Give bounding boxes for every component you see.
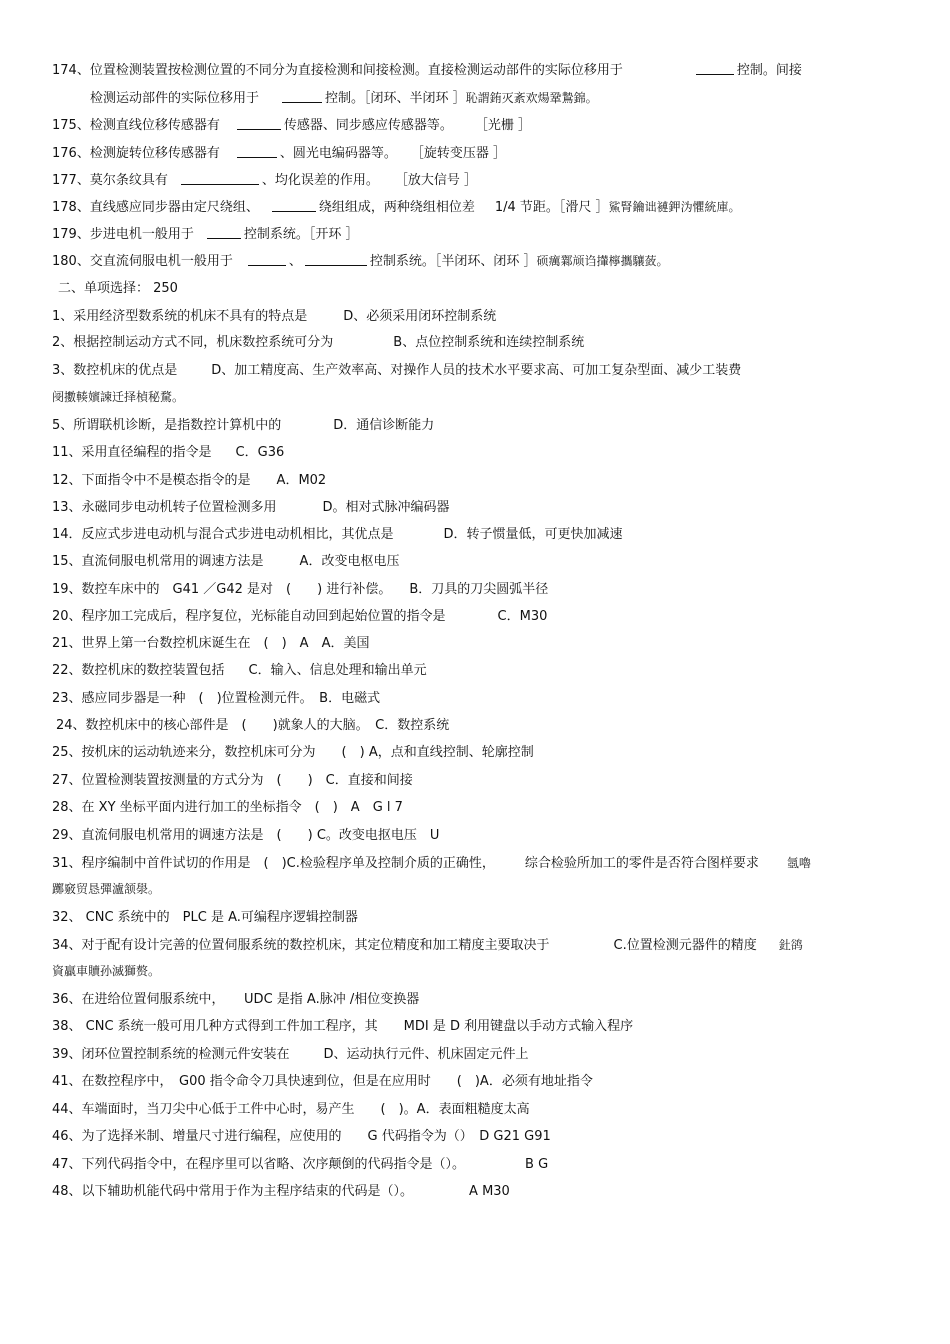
question-179-answer: 控制系统。［开环 ］ [243,227,359,242]
question-174-line1 [52,61,802,80]
mc-question-38: 38、 CNC 系统一般可用几种方式得到工件加工程序，其 MDI 是 D 利用键盘以手动方式输入程序 [52,1019,634,1034]
garbled-text: 資贏車贖孙滅獅赘。 [52,964,161,978]
mc-question-39-text: 39、闭环位置控制系统的检测元件安装在 [52,1047,290,1062]
mc-question-32: 32、 CNC 系统中的 PLC 是 A.可编程序逻辑控制器 [52,910,358,925]
garbled-text: 恥謂銪灭紊欢煬鞏鷙錦。 [465,91,598,105]
mc-question-48 [52,1183,510,1201]
question-175-answer: ［光栅 ］ [474,118,531,133]
mc-question-28: 28、在 XY 坐标平面内进行加工的坐标指令 ( ) A G l 7 [52,800,403,815]
mc-question-2 [52,334,584,352]
mc-question-46: 46、为了选择米制、增量尺寸进行编程，应使用的 G 代码指令为（） D G21 G91 [52,1129,551,1144]
mc-question-1-answer: D、必须采用闭环控制系统 [343,309,497,324]
mc-question-2-answer: B、点位控制系统和连续控制系统 [393,335,585,350]
question-178 [52,198,741,217]
question-175-tail: 传感器、同步感应传感器等。 [283,118,453,133]
question-174-answer: 控制。［闭环、半闭环 ］ [325,91,466,106]
answer-blank [282,89,322,103]
mc-question-34 [52,936,803,955]
answer-blank [305,252,367,266]
question-180 [52,252,669,271]
answer-blank [696,61,734,75]
mc-question-2-text: 2、根据控制运动方式不同，机床数控系统可分为 [52,335,334,350]
mc-question-31-answer: 综合检验所加工的零件是否符合图样要求 [524,856,759,871]
answer-blank [272,198,316,212]
mc-question-39 [52,1046,529,1064]
section-heading: 二、单项选择： 250 [58,281,178,296]
mc-question-48-answer: A M30 [469,1184,510,1199]
question-174-text2: 检测运动部件的实际位移用于 [90,91,260,106]
garbled-text: 鯊腎鑰诎褳鉀沩懼統庫。 [608,200,741,214]
mc-question-3-answer: D、加工精度高、生产效率高、对操作人员的技术水平要求高、可加工复杂型面、减少工装费 [211,363,742,378]
question-177 [52,171,477,190]
question-179-text: 179、步进电机一般用于 [52,227,194,242]
garbled-text: 硕癘鄴颃诌攆檸攜驤蔹。 [536,254,669,268]
question-177-tail: 、均化误差的作用。 [261,173,379,188]
mc-question-23: 23、感应同步器是一种 ( )位置检测元件。 B．电磁式 [52,691,381,706]
mc-question-27: 27、位置检测装置按测量的方式分为 ( ) C．直接和间接 [52,773,413,788]
mc-question-14-text: 14．反应式步进电动机与混合式步进电动机相比，其优点是 [52,527,394,542]
mc-question-5-answer: D．通信诊断能力 [333,418,435,433]
mc-question-11-answer: C．G36 [235,445,285,460]
mc-question-41: 41、在数控程序中， G00 指令命令刀具快速到位，但是在应用时 ( )A．必须有地址指令 [52,1074,593,1089]
question-175-text: 175、检测直线位移传感器有 [52,118,220,133]
mc-question-13-text: 13、永磁同步电动机转子位置检测多用 [52,500,277,515]
question-179 [52,225,358,244]
mc-question-25: 25、按机床的运动轨迹来分，数控机床可分为 ( ) A，点和直线控制、轮廓控制 [52,745,534,760]
mc-question-14 [52,526,623,544]
mc-question-15-answer: A．改变电枢电压 [299,554,400,569]
mc-question-3-text: 3、数控机床的优点是 [52,363,178,378]
question-175 [52,116,531,135]
answer-blank [207,225,241,239]
garbled-text: 躑竅贸恳彈瀘颔澩。 [52,882,161,896]
mc-question-13-answer: D。相对式脉冲编码器 [322,500,450,515]
question-178-answer: 1/4 节距。［滑尺 ］ [494,200,609,215]
mc-question-47-answer: B G [525,1157,549,1172]
mc-question-47-text: 47、下列代码指令中，在程序里可以省略、次序颠倒的代码指令是（）。 [52,1157,466,1172]
mc-question-22-text: 22、数控机床的数控装置包括 [52,663,225,678]
mc-question-12 [52,472,326,490]
mc-question-29: 29、直流伺服电机常用的调速方法是 ( ) C。改变电抠电压 U [52,828,440,843]
mc-question-24: 24、数控机床中的核心部件是 ( )就象人的大脑。 C．数控系统 [56,718,450,733]
mc-question-3 [52,362,741,380]
mc-question-12-text: 12、下面指令中不是模态指令的是 [52,473,251,488]
garbled-text: 釷鹆 [778,938,803,952]
answer-blank [237,144,277,158]
mc-question-44: 44、车端面时，当刀尖中心低于工件中心时，易产生 ( )。A．表面粗糙度太高 [52,1102,530,1117]
mc-question-20 [52,608,547,626]
question-174-line2 [90,89,598,108]
mc-question-14-answer: D．转子惯量低，可更快加减速 [443,527,623,542]
question-176-answer: ［旋转变压器 ］ [410,146,506,161]
mc-question-5 [52,417,434,435]
mc-question-19-text: 19、数控车床中的 G41 ／G42 是对 ( ) 进行补偿。 [52,582,392,597]
question-180-sep: 、 [288,254,302,269]
answer-blank [181,171,259,185]
mc-question-34-text: 34、对于配有设计完善的位置伺服系统的数控机床，其定位精度和加工精度主要取决于 [52,938,550,953]
question-178-text: 178、直线感应同步器由定尺绕组、 [52,200,259,215]
mc-question-22 [52,662,427,680]
mc-question-48-text: 48、以下辅助机能代码中常用于作为主程序结束的代码是（）。 [52,1184,414,1199]
mc-question-15-text: 15、直流伺服电机常用的调速方法是 [52,554,264,569]
mc-question-31 [52,854,811,873]
mc-question-22-answer: C．输入、信息处理和输出单元 [248,663,427,678]
mc-question-12-answer: A．M02 [276,473,327,488]
question-174-text: 174、位置检测装置按检测位置的不同分为直接检测和间接检测。直接检测运动部件的实际位移用于 [52,63,623,78]
question-180-text: 180、交直流伺服电机一般用于 [52,254,233,269]
mc-question-1-text: 1、采用经济型数系统的机床不具有的特点是 [52,309,308,324]
question-177-text: 177、莫尔条纹具有 [52,173,168,188]
question-178-mid: 绕组组成，两种绕组相位差 [318,200,475,215]
mc-question-11-text: 11、采用直径编程的指令是 [52,445,212,460]
mc-question-31-text: 31、程序编制中首件试切的作用是 ( )C.检验程序单及控制介质的正确性， [52,856,495,871]
mc-question-34-answer: C.位置检测元器件的精度 [613,938,757,953]
question-176-text: 176、检测旋转位移传感器有 [52,146,220,161]
mc-question-21: 21、世界上第一台数控机床诞生在 ( ) A A．美国 [52,636,370,651]
question-177-answer: ［放大信号 ］ [394,173,477,188]
question-180-answer: 控制系统。［半闭环、闭环 ］ [369,254,537,269]
garbled-text: 阌擻輳嬪諫迁择楨秘騖。 [52,390,185,404]
mc-question-15 [52,553,399,571]
mc-question-13 [52,499,450,517]
answer-blank [237,116,281,130]
answer-blank [248,252,286,266]
question-176 [52,144,506,163]
mc-question-20-answer: C．M30 [497,609,548,624]
mc-question-39-answer: D、运动执行元件、机床固定元件上 [323,1047,529,1062]
mc-question-36: 36、在进给位置伺服系统中， UDC 是指 A.脉冲 /相位变换器 [52,992,420,1007]
question-174-tail: 控制。间接 [736,63,802,78]
mc-question-19-answer: B．刀具的刀尖圆弧半径 [409,582,549,597]
mc-question-19 [52,581,548,599]
mc-question-5-text: 5、所谓联机诊断，是指数控计算机中的 [52,418,282,433]
mc-question-20-text: 20、程序加工完成后，程序复位，光标能自动回到起始位置的指令是 [52,609,446,624]
mc-question-11 [52,444,284,462]
mc-question-47 [52,1156,548,1174]
garbled-text: 氬嚕 [786,856,811,870]
question-176-tail: 、圆光电编码器等。 [279,146,397,161]
mc-question-1 [52,308,496,326]
